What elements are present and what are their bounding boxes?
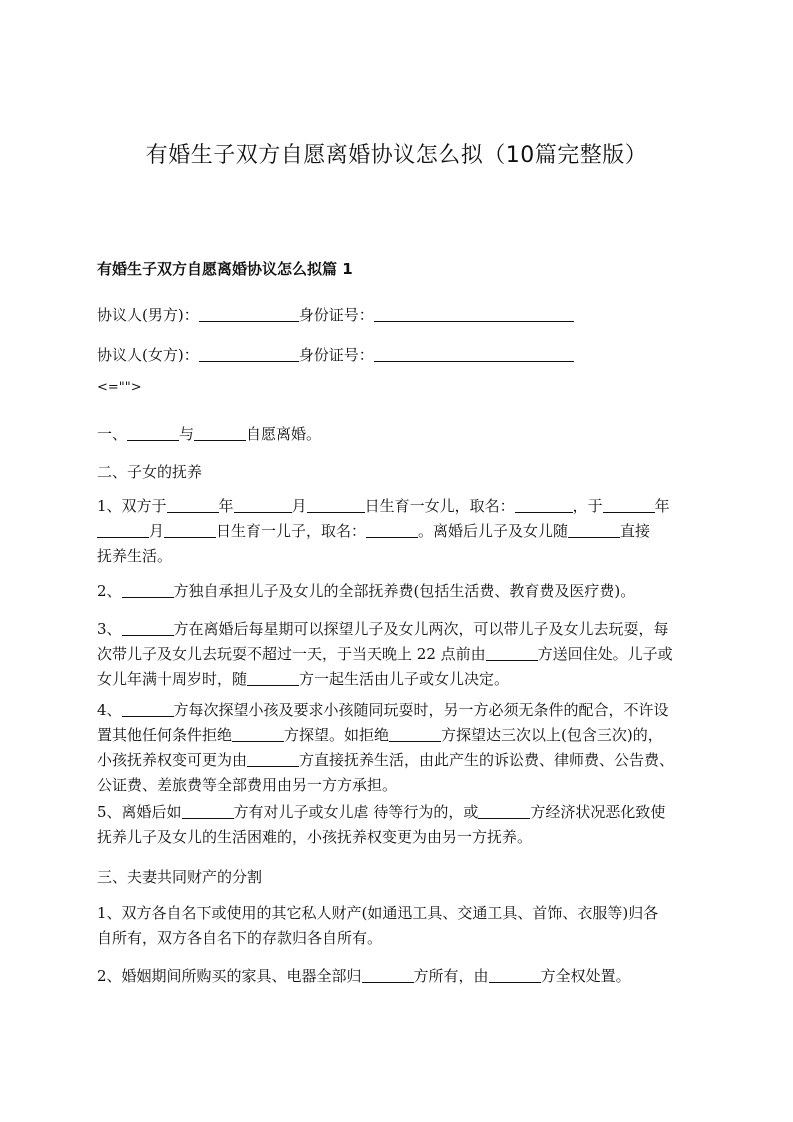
text-segment: 自所有，双方各自名下的存款归各自所有。 — [97, 929, 383, 947]
paragraph-line — [97, 748, 696, 773]
male-id-blank — [374, 306, 574, 322]
blank — [362, 967, 414, 983]
text-segment: 方所有，由 — [413, 967, 489, 985]
text-segment: 方探望。如拒绝 — [284, 726, 390, 744]
child-clause-1-line-3: 抚养生活。 — [97, 547, 173, 565]
text-segment: 方一起生活由儿子或女儿决定。 — [299, 670, 510, 688]
blank — [478, 803, 530, 819]
clause-one — [97, 423, 696, 444]
blank — [247, 670, 299, 686]
paragraph-line — [97, 617, 696, 642]
child-clause-1-line-1 — [97, 494, 696, 519]
blank — [164, 522, 216, 538]
blank — [182, 803, 234, 819]
text-segment: 方在离婚后每星期可以探望儿子及女儿两次，可以带儿子及女儿去玩耍，每 — [173, 620, 669, 638]
paragraph-line — [97, 667, 696, 692]
clause-one-prefix: 一、 — [97, 425, 128, 443]
blank — [122, 582, 174, 598]
text-segment: 日生育一女儿，取名： — [364, 497, 515, 515]
text-segment: 方每次探望小孩及要求小孩随同玩耍时，另一方必须无条件的配合，不许设 — [173, 701, 669, 719]
text-segment: 抚养儿子及女儿的生活困难的，小孩抚养权变更为由另一方抚养。 — [97, 828, 533, 846]
text-segment: 置其他任何条件拒绝 — [97, 726, 233, 744]
male-id-label: 身份证号： — [298, 306, 374, 324]
paragraph-line — [97, 723, 696, 748]
text-segment: 方直接抚养生活，由此产生的诉讼费、律师费、公告费、 — [299, 751, 675, 769]
document-title: 有婚生子双方自愿离婚协议怎么拟（10篇完整版） — [145, 143, 648, 168]
text-segment: ，于 — [572, 497, 603, 515]
text-segment: 次带儿子及女儿去玩耍不超过一天，于当天晚上 22 点前由 — [97, 645, 486, 663]
blank — [234, 497, 292, 513]
section-title: 有婚生子双方自愿离婚协议怎么拟篇 1 — [97, 260, 353, 278]
paragraph-line — [97, 800, 696, 825]
blank — [167, 497, 219, 513]
paragraph-line — [97, 698, 696, 723]
blank — [568, 522, 620, 538]
paragraph-line — [97, 642, 696, 667]
blank — [194, 425, 246, 441]
text-segment: 年 — [654, 497, 670, 515]
blank — [127, 425, 179, 441]
text-segment: 女儿年满十周岁时，随 — [97, 670, 248, 688]
text-segment: 4、 — [97, 701, 122, 719]
party-female-line — [97, 344, 696, 365]
blank — [247, 751, 299, 767]
child-clause-2 — [97, 580, 696, 601]
text-segment: 2、 — [97, 582, 122, 600]
party-female-label: 协议人(女方)： — [97, 346, 199, 364]
property-clause-2 — [97, 965, 696, 986]
child-clause-1-line-2 — [97, 519, 696, 544]
female-id-label: 身份证号： — [298, 346, 374, 364]
marker-text: <=""> — [97, 380, 142, 395]
blank — [307, 497, 365, 513]
clause-one-mid: 与 — [179, 425, 195, 443]
text-segment: 2、婚姻期间所购买的家具、电器全部归 — [97, 967, 362, 985]
blank — [232, 726, 284, 742]
blank — [389, 726, 441, 742]
blank — [366, 522, 418, 538]
text-segment: 小孩抚养权变可更为由 — [97, 751, 248, 769]
child-clause-1 — [97, 494, 696, 569]
party-male-label: 协议人(男方)： — [97, 306, 199, 324]
blank — [489, 967, 541, 983]
text-segment: 公证费、差旅费等全部费用由另一方方承担。 — [97, 776, 398, 794]
blank — [515, 497, 573, 513]
blank — [122, 701, 174, 717]
blank — [603, 497, 655, 513]
text-segment: 方探望达三次以上(包含三次)的， — [441, 726, 663, 744]
blank — [486, 645, 538, 661]
child-clause-3 — [97, 617, 696, 692]
text-segment: 1、双方于 — [97, 497, 167, 515]
text-segment: 方有对儿子或女儿虐 待等行为的，或 — [233, 803, 479, 821]
text-segment: 月 — [291, 497, 307, 515]
heading-property-division: 三、夫妻共同财产的分割 — [97, 868, 263, 886]
female-name-blank — [199, 346, 299, 362]
female-id-blank — [374, 346, 574, 362]
blank — [97, 522, 149, 538]
heading-child-custody: 二、子女的抚养 — [97, 463, 203, 481]
text-segment: 方送回住处。儿子或 — [537, 645, 673, 663]
text-segment: 方经济状况恶化致使 — [530, 803, 666, 821]
party-male-line — [97, 304, 696, 325]
text-segment: 日生育一儿子，取名： — [216, 522, 367, 540]
child-clause-5 — [97, 800, 696, 850]
text-segment: 方全权处置。 — [540, 967, 631, 985]
text-segment: 。离婚后儿子及女儿随 — [418, 522, 569, 540]
text-segment: 方独自承担儿子及女儿的全部抚养费(包括生活费、教育费及医疗费)。 — [173, 582, 636, 600]
text-segment: 月 — [149, 522, 165, 540]
child-clause-4 — [97, 698, 696, 798]
text-segment: 5、离婚后如 — [97, 803, 182, 821]
text-segment: 3、 — [97, 620, 122, 638]
blank — [122, 620, 174, 636]
male-name-blank — [199, 306, 299, 322]
text-segment: 直接 — [620, 522, 651, 540]
text-segment: 1、双方各自名下或使用的其它私人财产(如通迅工具、交通工具、首饰、衣服等)归各 — [97, 904, 659, 922]
text-segment: 年 — [218, 497, 234, 515]
clause-one-suffix: 自愿离婚。 — [246, 425, 322, 443]
property-clause-1 — [97, 901, 696, 951]
